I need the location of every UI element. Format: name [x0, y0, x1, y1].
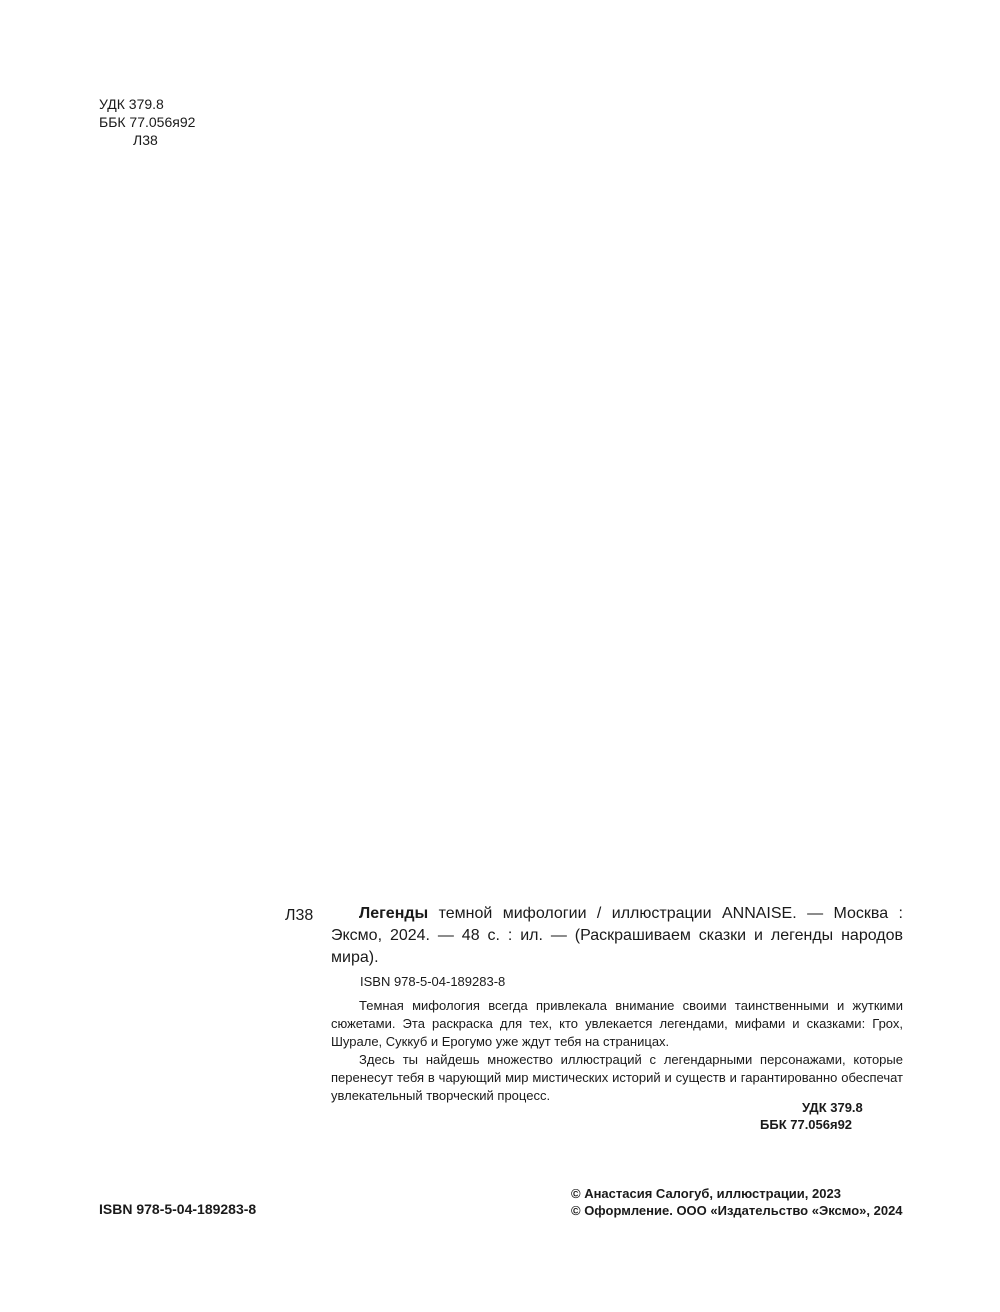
udk-code: УДК 379.8 — [802, 1100, 863, 1115]
copyright-illustrations: © Анастасия Салогуб, иллюстрации, 2023 — [571, 1186, 841, 1201]
bbk-code: ББК 77.056я92 — [760, 1117, 853, 1132]
author-mark: Л38 — [133, 132, 158, 148]
copyright-design: © Оформление. ООО «Издательство «Эксмо», 2024 — [571, 1203, 903, 1218]
top-classification-block — [99, 95, 195, 149]
annotation — [331, 997, 903, 1105]
copyright-block — [571, 1185, 903, 1219]
catalog-card-classification — [760, 1099, 898, 1133]
catalog-card-isbn: ISBN 978-5-04-189283-8 — [360, 974, 506, 989]
catalog-card-author-mark: Л38 — [285, 907, 314, 924]
annotation-paragraph: Здесь ты найдешь множество иллюстраций с легендарными персонажами, которые перенесут тебя в чарующий мир мистических историй и существ и гарантированно обеспечат увлекательный творческий процесс. — [331, 1052, 903, 1103]
udk-code: УДК 379.8 — [99, 96, 164, 112]
footer-isbn: ISBN 978-5-04-189283-8 — [99, 1201, 257, 1217]
book-title: Легенды — [359, 905, 429, 922]
bibliographic-description: темной мифологии / иллюстрации ANNAISE. — Москва : Эксмо, 2024. — 48 с. : ил. — (Раскрашиваем сказки и легенды народов мира). — [331, 905, 903, 966]
catalog-card-description — [331, 903, 903, 969]
annotation-paragraph: Темная мифология всегда привлекала внимание своими таинственными и жуткими сюжетами. Эта раскраска для тех, кто увлекается легендами, мифами и сказками: Грох, Шурале, Суккуб и Ерогумо уже ждут тебя на страницах. — [331, 998, 903, 1049]
bbk-code: ББК 77.056я92 — [99, 114, 196, 130]
